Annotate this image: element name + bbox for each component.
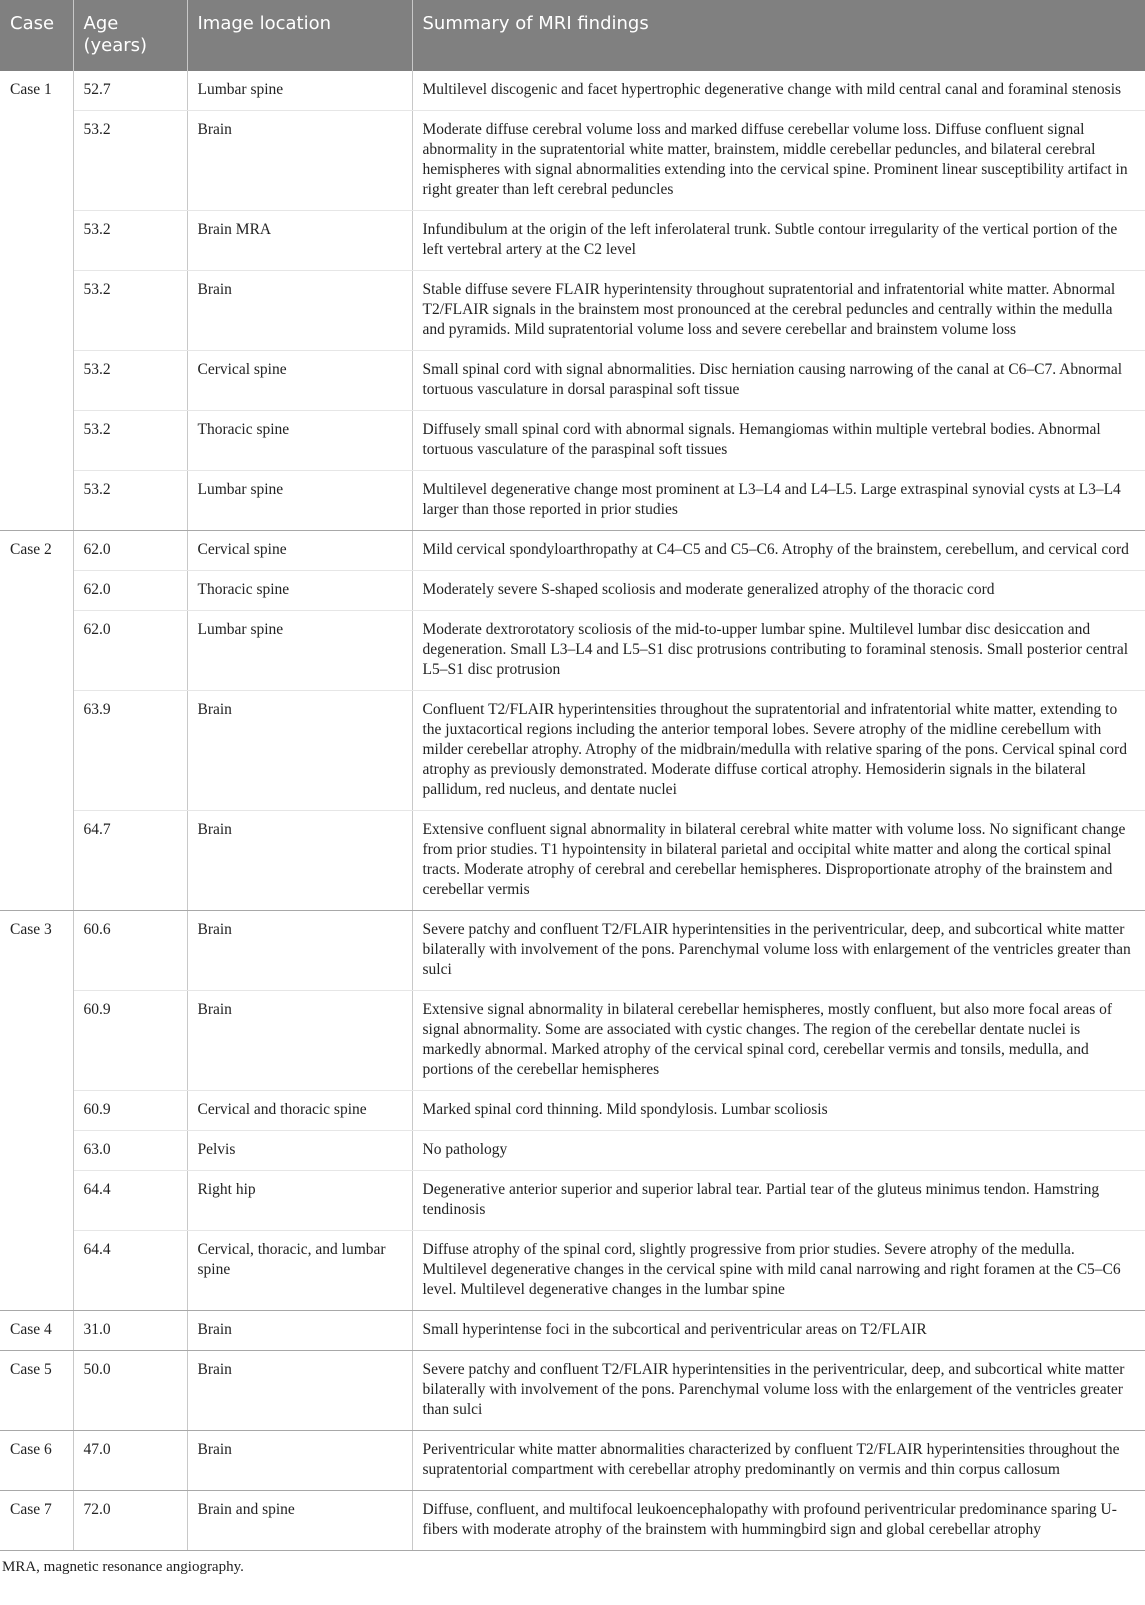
image-location-cell: Brain [187,111,412,211]
image-location-cell: Brain [187,691,412,811]
summary-cell: Confluent T2/FLAIR hyperintensities throughout the supratentorial and infratentorial white matter, extending to the juxtacortical regions including the anterior temporal lobes. Severe atrophy of the midline cerebellum with milder cerebellar atrophy. Atrophy of the midbrain/medulla with relative sparing of the pons. Cervical spinal cord atrophy as previously demonstrated. Moderate diffuse cortical atrophy. Hemosiderin signals in the bilateral pallidum, red nucleus, and dentate nuclei [412,691,1145,811]
table-row [0,1131,1145,1171]
age-cell: 64.4 [73,1231,187,1311]
image-location-cell: Cervical, thoracic, and lumbar spine [187,1231,412,1311]
summary-cell: Stable diffuse severe FLAIR hyperintensity throughout supratentorial and infratentorial white matter. Abnormal T2/FLAIR signals in the brainstem most pronounced at the cerebral peduncles and centrally within the medulla and pyramids. Mild supratentorial volume loss and severe cerebellar and brainstem volume loss [412,271,1145,351]
age-cell: 62.0 [73,571,187,611]
summary-cell: Small hyperintense foci in the subcortical and periventricular areas on T2/FLAIR [412,1311,1145,1351]
image-location-cell: Cervical spine [187,531,412,571]
summary-cell: Small spinal cord with signal abnormalities. Disc herniation causing narrowing of the canal at C6–C7. Abnormal tortuous vasculature in dorsal paraspinal soft tissue [412,351,1145,411]
age-cell: 72.0 [73,1491,187,1551]
header-case: Case [0,0,73,71]
summary-cell: Infundibulum at the origin of the left inferolateral trunk. Subtle contour irregularity of the vertical portion of the left vertebral artery at the C2 level [412,211,1145,271]
age-cell: 64.7 [73,811,187,911]
image-location-cell: Lumbar spine [187,71,412,111]
image-location-cell: Brain [187,911,412,991]
image-location-cell: Brain [187,991,412,1091]
table-row [0,271,1145,351]
age-cell: 64.4 [73,1171,187,1231]
summary-cell: Extensive signal abnormality in bilateral cerebellar hemispheres, mostly confluent, but also more focal areas of signal abnormality. Some are associated with cystic changes. The region of the cerebellar dentate nuclei is markedly abnormal. Marked atrophy of the cervical spinal cord, cerebellar vermis and tonsils, medulla, and portions of the cerebellar hemispheres [412,991,1145,1091]
header-image-location: Image location [187,0,412,71]
image-location-cell: Brain [187,1311,412,1351]
table-row [0,811,1145,911]
table-footnote: MRA, magnetic resonance angiography. [2,1559,244,1575]
table-row [0,1311,1145,1351]
table-row [0,351,1145,411]
age-cell: 50.0 [73,1351,187,1431]
age-cell: 62.0 [73,611,187,691]
table-row [0,991,1145,1091]
case-cell: Case 4 [0,1311,73,1351]
table-row [0,211,1145,271]
table-row [0,1491,1145,1551]
table-row [0,531,1145,571]
header-age: Age (years) [73,0,187,71]
table-row [0,111,1145,211]
summary-cell: Diffuse atrophy of the spinal cord, slightly progressive from prior studies. Severe atrophy of the medulla. Multilevel degenerative changes in the cervical spine with mild canal narrowing and right foramen at the C5–C6 level. Multilevel degenerative changes in the lumbar spine [412,1231,1145,1311]
age-cell: 53.2 [73,111,187,211]
summary-cell: Periventricular white matter abnormalities characterized by confluent T2/FLAIR hyperintensities throughout the supratentorial compartment with cerebellar atrophy predominantly on vermis and thin corpus callosum [412,1431,1145,1491]
summary-cell: Extensive confluent signal abnormality in bilateral cerebral white matter with volume loss. No significant change from prior studies. T1 hypointensity in bilateral parietal and occipital white matter and along the cortical spinal tracts. Moderate atrophy of cerebral and cerebellar hemispheres. Disproportionate atrophy of the brainstem and cerebellar vermis [412,811,1145,911]
summary-cell: Multilevel degenerative change most prominent at L3–L4 and L4–L5. Large extraspinal synovial cysts at L3–L4 larger than those reported in prior studies [412,471,1145,531]
summary-cell: Mild cervical spondyloarthropathy at C4–C5 and C5–C6. Atrophy of the brainstem, cerebellum, and cervical cord [412,531,1145,571]
header-summary: Summary of MRI findings [412,0,1145,71]
summary-cell: Diffusely small spinal cord with abnormal signals. Hemangiomas within multiple vertebral bodies. Abnormal tortuous vasculature of the paraspinal soft tissues [412,411,1145,471]
age-cell: 53.2 [73,411,187,471]
age-cell: 47.0 [73,1431,187,1491]
image-location-cell: Lumbar spine [187,471,412,531]
age-cell: 53.2 [73,351,187,411]
table-row [0,1351,1145,1431]
summary-cell: Marked spinal cord thinning. Mild spondylosis. Lumbar scoliosis [412,1091,1145,1131]
table-row [0,71,1145,111]
summary-cell: Moderate diffuse cerebral volume loss and marked diffuse cerebellar volume loss. Diffuse confluent signal abnormality in the supratentorial white matter, brainstem, middle cerebellar peduncles, and bilateral cerebral hemispheres with signal abnormalities extending into the cervical spine. Prominent linear susceptibility artifact in right greater than left cerebral peduncles [412,111,1145,211]
age-cell: 60.6 [73,911,187,991]
age-cell: 60.9 [73,991,187,1091]
summary-cell: No pathology [412,1131,1145,1171]
age-cell: 63.9 [73,691,187,811]
table-row [0,611,1145,691]
summary-cell: Severe patchy and confluent T2/FLAIR hyperintensities in the periventricular, deep, and subcortical white matter bilaterally with involvement of the pons. Parenchymal volume loss with enlargement of the ventricles greater than sulci [412,911,1145,991]
image-location-cell: Right hip [187,1171,412,1231]
case-cell: Case 2 [0,531,73,911]
age-cell: 60.9 [73,1091,187,1131]
image-location-cell: Brain MRA [187,211,412,271]
table-row [0,911,1145,991]
table-header [0,0,1145,71]
image-location-cell: Cervical and thoracic spine [187,1091,412,1131]
age-cell: 52.7 [73,71,187,111]
table-row [0,1091,1145,1131]
case-cell: Case 5 [0,1351,73,1431]
table-row [0,1431,1145,1491]
age-cell: 31.0 [73,1311,187,1351]
table-row [0,1231,1145,1311]
table-row [0,691,1145,811]
table-row [0,471,1145,531]
case-cell: Case 1 [0,71,73,531]
image-location-cell: Brain [187,1351,412,1431]
image-location-cell: Lumbar spine [187,611,412,691]
table-row [0,571,1145,611]
summary-cell: Diffuse, confluent, and multifocal leukoencephalopathy with profound periventricular predominance sparing U-fibers with moderate atrophy of the brainstem with hummingbird sign and global cerebellar atrophy [412,1491,1145,1551]
summary-cell: Degenerative anterior superior and superior labral tear. Partial tear of the gluteus minimus tendon. Hamstring tendinosis [412,1171,1145,1231]
image-location-cell: Brain [187,271,412,351]
image-location-cell: Thoracic spine [187,571,412,611]
image-location-cell: Pelvis [187,1131,412,1171]
image-location-cell: Brain [187,811,412,911]
summary-cell: Severe patchy and confluent T2/FLAIR hyperintensities in the periventricular, deep, and subcortical white matter bilaterally with involvement of the pons. Parenchymal volume loss with the enlargement of the ventricles greater than sulci [412,1351,1145,1431]
table-body [0,71,1145,1551]
table-row [0,1171,1145,1231]
image-location-cell: Brain [187,1431,412,1491]
age-cell: 62.0 [73,531,187,571]
case-cell: Case 7 [0,1491,73,1551]
age-cell: 53.2 [73,211,187,271]
summary-cell: Moderate dextrorotatory scoliosis of the mid-to-upper lumbar spine. Multilevel lumbar disc desiccation and degeneration. Small L3–L4 and L5–S1 disc protrusions contributing to foraminal stenosis. Small posterior central L5–S1 disc protrusion [412,611,1145,691]
age-cell: 63.0 [73,1131,187,1171]
age-cell: 53.2 [73,271,187,351]
case-cell: Case 6 [0,1431,73,1491]
table-row [0,411,1145,471]
image-location-cell: Brain and spine [187,1491,412,1551]
image-location-cell: Cervical spine [187,351,412,411]
summary-cell: Multilevel discogenic and facet hypertrophic degenerative change with mild central canal and foraminal stenosis [412,71,1145,111]
header-row [0,0,1145,71]
age-cell: 53.2 [73,471,187,531]
summary-cell: Moderately severe S-shaped scoliosis and moderate generalized atrophy of the thoracic cord [412,571,1145,611]
case-cell: Case 3 [0,911,73,1311]
image-location-cell: Thoracic spine [187,411,412,471]
